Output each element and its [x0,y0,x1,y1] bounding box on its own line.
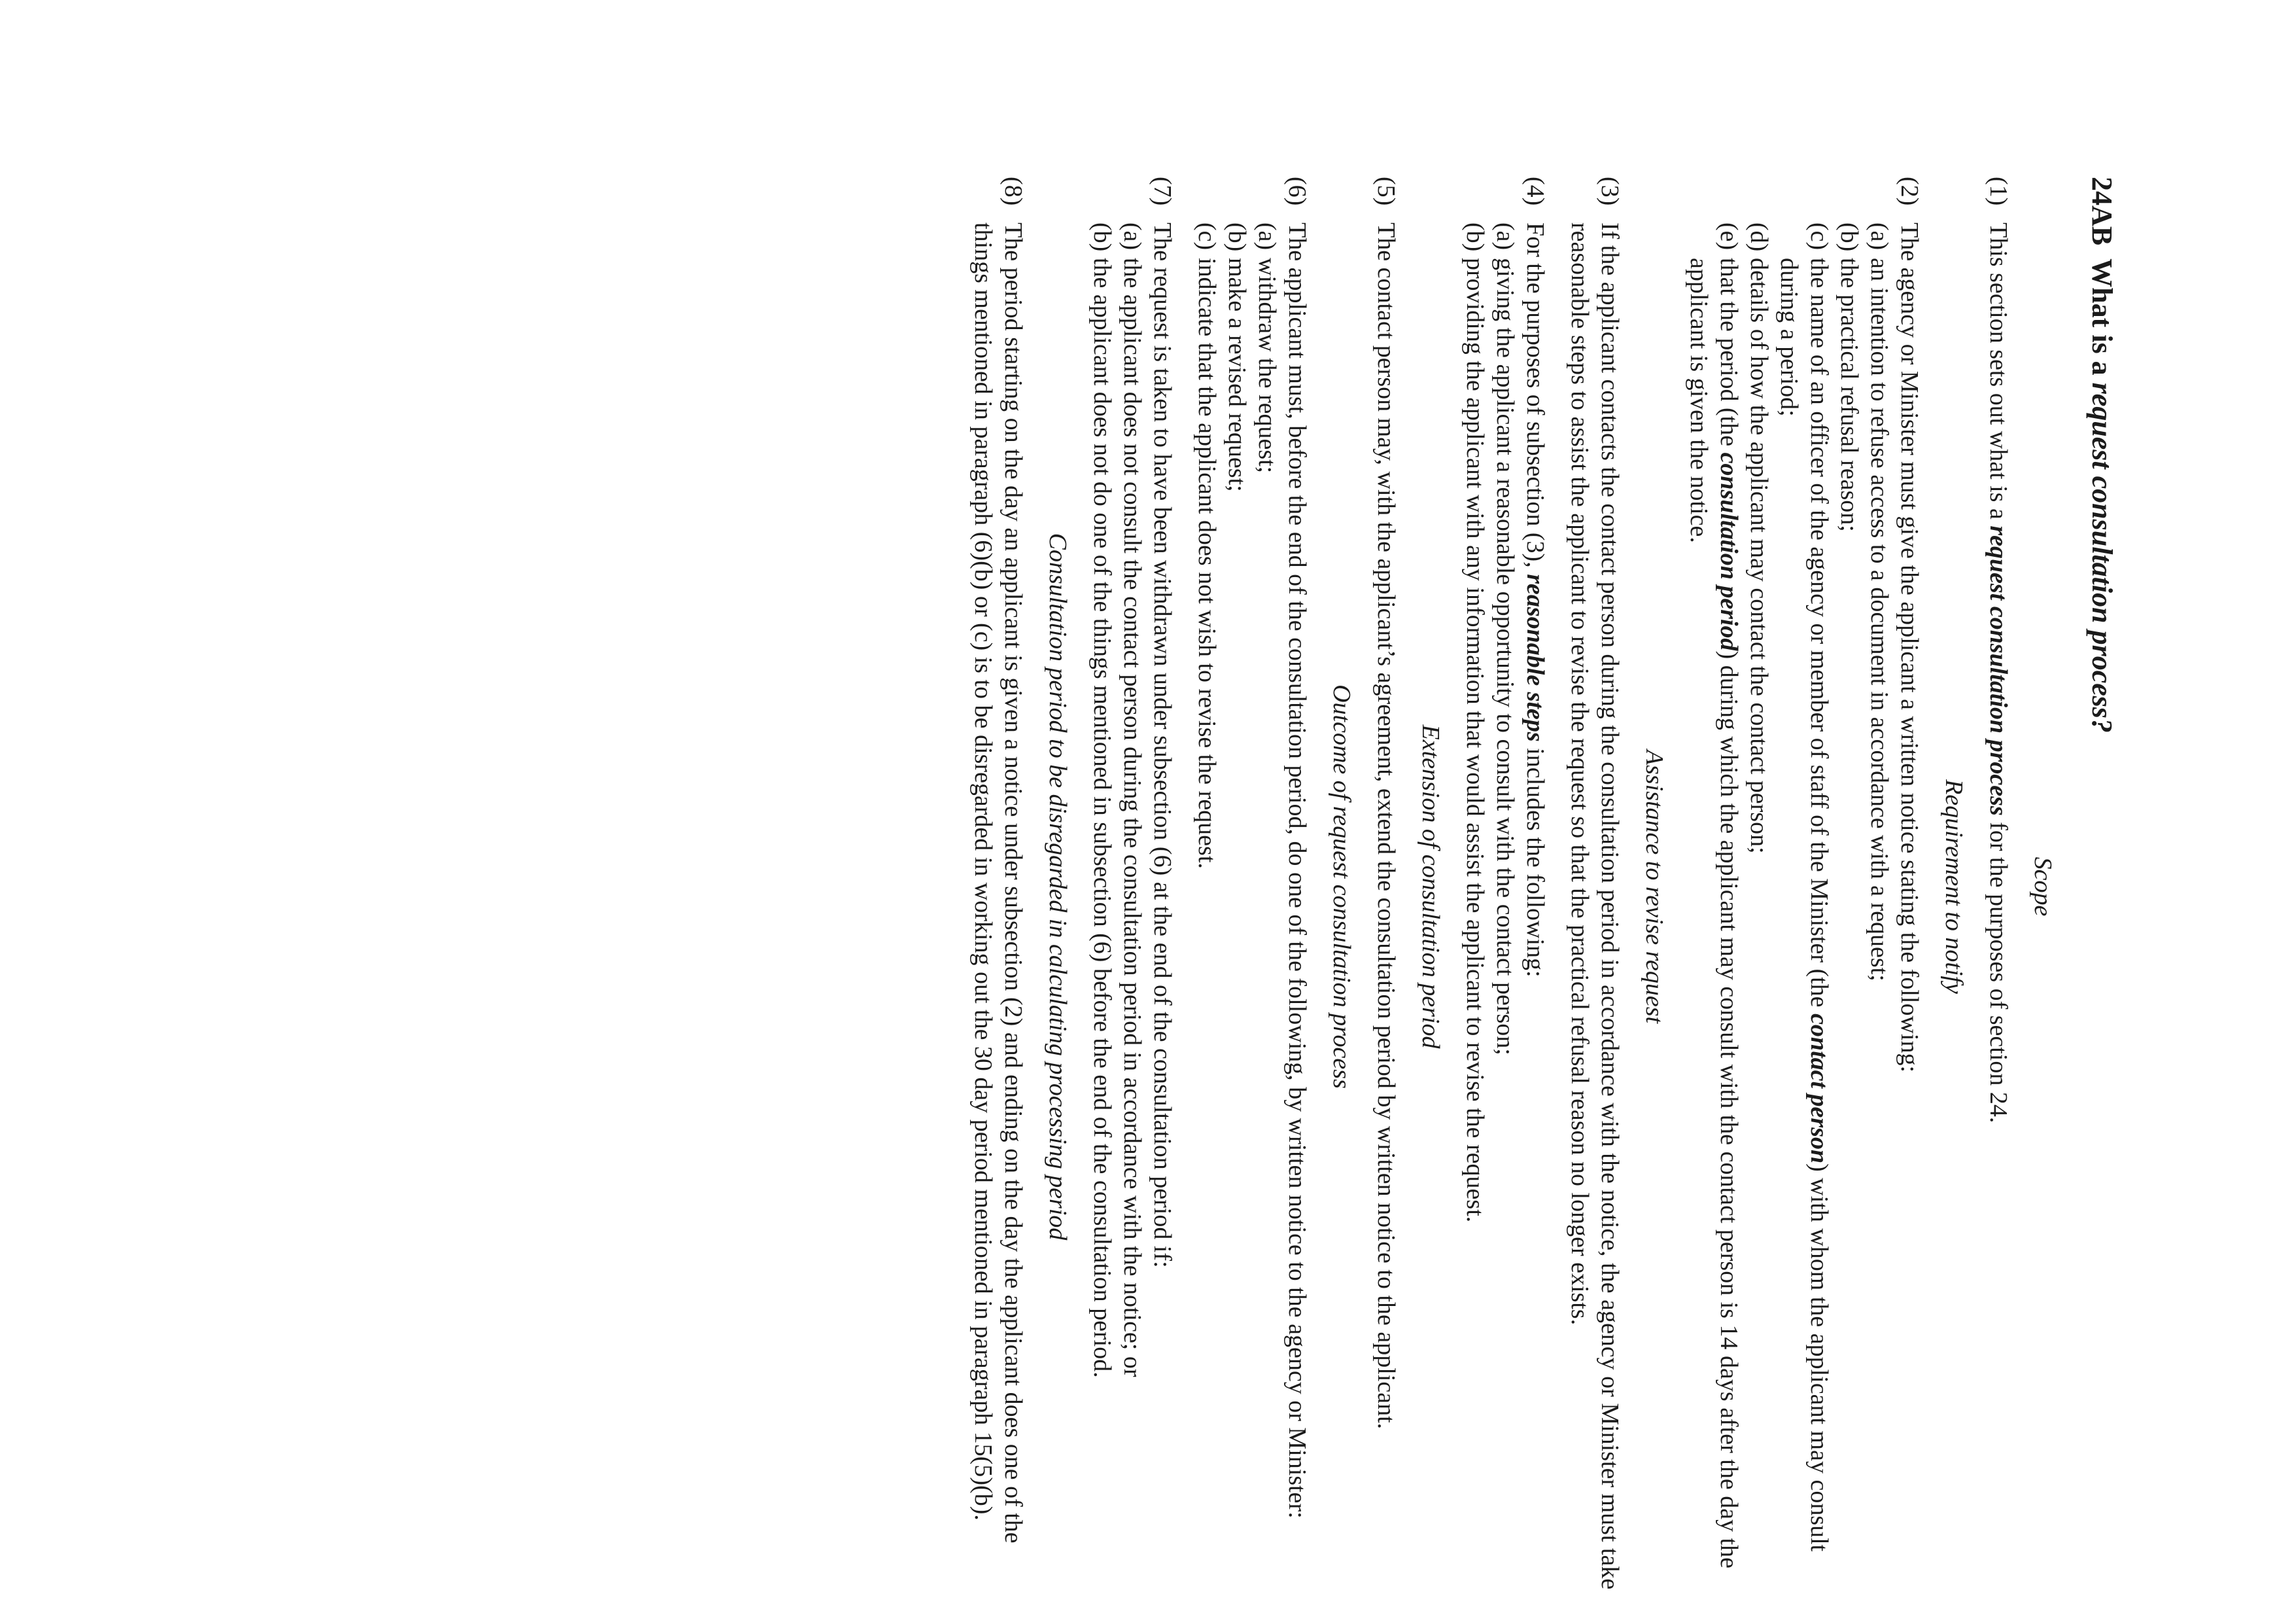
subsection-1 [1983,177,2013,1597]
paragraph [1834,222,1864,1597]
subsection-text: For the purposes of subsection (3), [1522,222,1549,574]
paragraph-number: (e) [1715,222,1743,251]
paragraph [1744,222,1774,1597]
subsection-text: The request is taken to have been withdrawn under subsection (6) at the end of the consultation period if: [1149,222,1176,1268]
paragraph-text: details of how the applicant may contact the contact person; [1745,258,1773,854]
paragraph-text: that the period (the [1715,258,1743,453]
paragraph-text: ) with whom the applicant may consult during a period; [1775,258,1833,1552]
subsection-text: for the purposes of section 24. [1985,815,2012,1123]
subsection-text: If the applicant contacts the contact person during the consultation period in accordance with the notice, the agency or Minister must take reasonable steps to assist the applicant to revise the request so that the practical refusal reason no longer exists. [1566,222,1624,1590]
paragraph-text: withdraw the request; [1253,258,1281,474]
subsection-2 [1684,177,1924,1597]
paragraph [1490,222,1520,1597]
paragraph-number: (a) [1119,222,1146,251]
subsection-6 [1192,177,1312,1597]
heading-extension: Extension of consultation period [1417,724,1444,1049]
subsection-4 [1460,177,1550,1597]
paragraph-number: (c) [1805,222,1833,251]
paragraph-text: indicate that the applicant does not wish to revise the request. [1193,258,1221,869]
paragraph [1864,222,1894,1597]
paragraph-number: (b) [1223,222,1251,252]
paragraph [1460,222,1490,1597]
paragraph-number: (a) [1253,222,1281,251]
subsection-number: (8) [1000,177,1027,206]
paragraph-number: (b) [1835,222,1863,252]
paragraph-text: the applicant does not consult the contact person during the consultation period in accordance with the notice; or [1119,258,1146,1377]
subsection-number: (7) [1149,177,1176,206]
subsection-number: (3) [1596,177,1624,206]
paragraph-text: an intention to refuse access to a document in accordance with a request; [1866,258,1893,981]
paragraph [1252,222,1282,1597]
subsection-text: The period starting on the day an applicant is given a notice under subsection (2) and ending on the day the applicant does one of the things mentioned in paragraph (6)(b) or (c) is to be disregarded in working out the 30 day period mentioned in paragraph 15(5)(b). [969,222,1027,1544]
paragraph-number: (a) [1491,222,1519,251]
paragraph-text: providing the applicant with any information that would assist the applicant to revise the request. [1461,258,1489,1223]
subsection-text: The contact person may, with the applicant’s agreement, extend the consultation period by written notice to the applicant. [1372,222,1400,1430]
paragraph-list [1460,222,1520,1597]
subsection-text: includes the following: [1522,741,1549,978]
paragraph-text: the applicant does not do one of the things mentioned in subsection (6) before the end of the consultation period. [1088,258,1116,1378]
paragraph [1222,222,1252,1597]
subsection-5 [1371,177,1401,1597]
section-title-term: request consultation process? [2086,382,2118,733]
heading-requirement: Requirement to notify [1940,779,1968,994]
paragraph-text: giving the applicant a reasonable opportunity to consult with the contact person; [1491,258,1519,1055]
paragraph [1192,222,1222,1597]
paragraph-text: make a revised request; [1223,258,1251,492]
subsection-3 [1565,177,1625,1597]
subsection-number: (5) [1372,177,1400,206]
heading-disregard: Consultation period to be disregarded in calculating processing period [1044,533,1071,1241]
paragraph-text: the name of an officer of the agency or member of staff of the Minister (the [1805,258,1833,1014]
subsection-number: (2) [1896,177,1923,206]
paragraph-number: (b) [1088,222,1116,252]
paragraph-text: the practical refusal reason; [1835,258,1863,532]
subsection-text: The agency or Minister must give the applicant a written notice stating the following: [1896,222,1923,1073]
paragraph [1087,222,1117,1597]
document-page [288,177,2119,1597]
defined-term: consultation period [1715,452,1743,651]
paragraph [1774,222,1834,1597]
defined-term: contact person [1805,1014,1833,1164]
paragraph-list [1192,222,1282,1597]
paragraph-text: ) during which the applicant may consult with the contact person is 14 days after the day the applicant is given the notice. [1685,258,1743,1568]
paragraph [1684,222,1744,1597]
heading-scope: Scope [2029,856,2057,917]
defined-term: request consultation process [1985,525,2012,816]
heading-assistance: Assistance to revise request [1641,749,1668,1024]
subsection-7 [1087,177,1177,1597]
section-title [2084,177,2119,1597]
defined-term: reasonable steps [1522,574,1549,742]
subsection-number: (6) [1283,177,1311,206]
subsection-text: This section sets out what is a [1985,222,2012,526]
section-title-prefix: What is a [2086,258,2118,383]
subsection-number: (4) [1522,177,1549,206]
paragraph-list [1684,222,1894,1597]
paragraph-list [1087,222,1147,1597]
paragraph-number: (c) [1193,222,1221,251]
paragraph-number: (b) [1461,222,1489,252]
heading-outcome: Outcome of request consultation process [1328,684,1355,1089]
subsection-8 [968,177,1028,1597]
subsection-text: The applicant must, before the end of the consultation period, do one of the following, by written notice to the agency or Minister: [1283,222,1311,1519]
subsection-number: (1) [1985,177,2012,206]
section-number: 24AB [2086,177,2118,246]
paragraph [1117,222,1147,1597]
paragraph-number: (a) [1866,222,1893,251]
paragraph-number: (d) [1745,222,1773,252]
